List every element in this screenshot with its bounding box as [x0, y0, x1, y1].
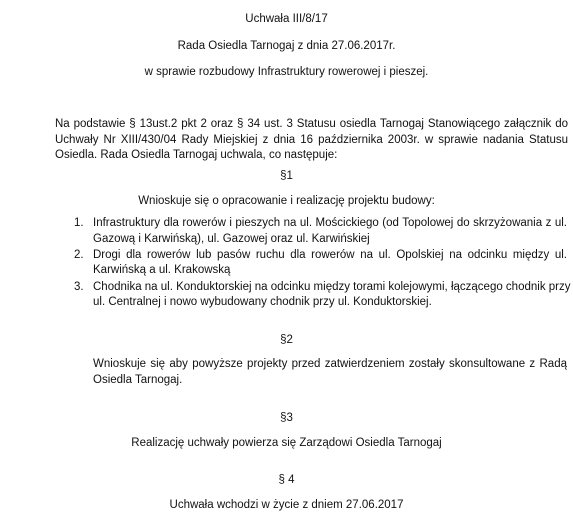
list-item-3-line-1: Chodnika na ul. Konduktorskiej na odcinku między torami kolejowymi, łączącego chodnik przy — [93, 281, 571, 293]
document-issuer: Rada Osiedla Tarnogaj z dnia 27.06.2017r. — [177, 40, 396, 52]
section-1-heading: §1 — [280, 170, 293, 182]
section-2-line-2: Osiedla Tarnogaj. — [93, 374, 183, 386]
list-item-2-line-2: Karwińską a ul. Krakowską — [93, 264, 231, 276]
section-3-heading: §3 — [280, 412, 293, 424]
list-item-1-line-1: Infrastruktury dla rowerów i pieszych na ul. Mościckiego (od Topolowej do skrzyżowania z ul. — [93, 217, 567, 229]
section-4-heading: § 4 — [278, 474, 295, 486]
preamble-line-1: Na podstawie § 13ust.2 pkt 2 oraz § 34 ust. 3 Statusu osiedla Tarnogaj Stanowiącego załącznik do — [55, 118, 568, 130]
list-item-3-line-2: ul. Centralnej i nowo wybudowany chodnik przy ul. Konduktorskiej. — [93, 296, 432, 308]
document-title: Uchwała III/8/17 — [245, 13, 328, 25]
section-3-text: Realizację uchwały powierza się Zarządowi Osiedla Tarnogaj — [131, 437, 442, 449]
list-item-2-number: 2. — [74, 249, 84, 261]
section-1-intro: Wnioskuje się o opracowanie i realizację projektu budowy: — [138, 195, 435, 207]
list-item-3-number: 3. — [74, 281, 84, 293]
preamble-line-3: Osiedla. Rada Osiedla Tarnogaj uchwala, co następuje: — [55, 149, 338, 161]
document-subject: w sprawie rozbudowy Infrastruktury rowerowej i pieszej. — [144, 66, 429, 78]
list-item-2-line-1: Drogi dla rowerów lub pasów ruchu dla rowerów na ul. Opolskiej na odcinku między ul. — [93, 249, 567, 261]
section-4-text: Uchwała wchodzi w życie z dniem 27.06.2017 — [169, 499, 404, 511]
section-2-line-1: Wnioskuje się aby powyższe projekty przed zatwierdzeniem zostały skonsultowane z Radą — [93, 358, 567, 370]
section-2-heading: §2 — [280, 334, 293, 346]
list-item-1-number: 1. — [74, 217, 84, 229]
list-item-1-line-2: Gazową i Karwińską), ul. Gazowej oraz ul. Karwińskiej — [93, 233, 370, 245]
preamble-line-2: Uchwały Nr XIII/430/04 Rady Miejskiej z dnia 16 października 2003r. w sprawie nadania Statusu — [55, 134, 568, 146]
